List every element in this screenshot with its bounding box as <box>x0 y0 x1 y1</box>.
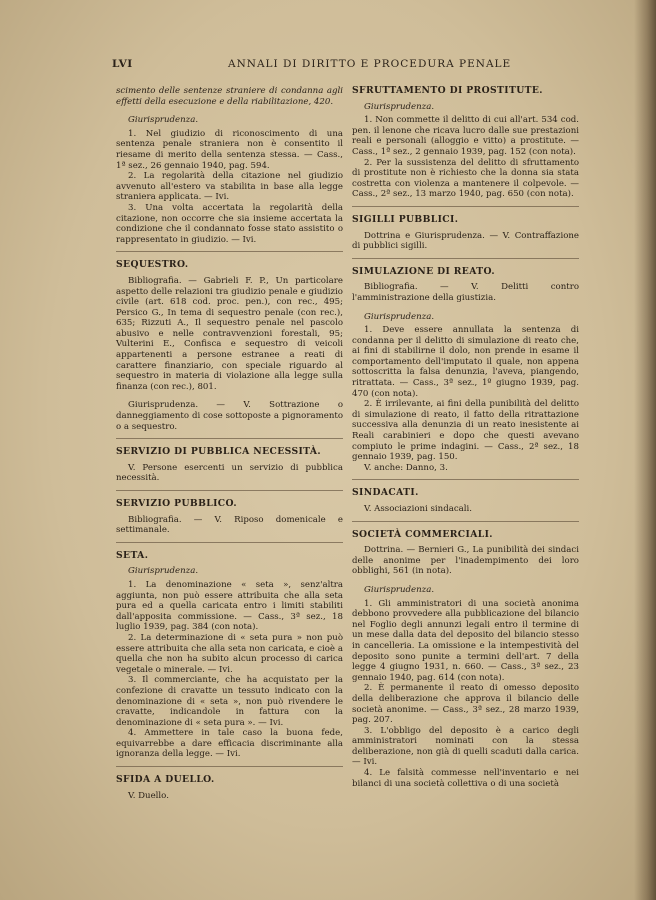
journal-title: ANNALI DI DIRITTO E PROCEDURA PENALE <box>228 58 512 70</box>
entry-paragraph: 1. La denominazione « seta », senz'altra aggiunta, non può essere attribuita che alla seta pura ed a quella caricata entro i limiti stabiliti dall'apposita commissione. — Cass., 3ª sez., 18 luglio 1939, pag. 384 (con nota). <box>116 579 343 633</box>
entry-paragraph: 1. Gli amministratori di una società anonima debbono provvedere alla pubblicazione del bilancio nel Foglio degli annunzi legali entro il termine di un mese dalla data del deposito del bilancio stesso in cancelleria. La omissione e la intempestività del deposito sono punite a termini dell'art. 7 della legge 4 giugno 1931, n. 660. — Cass., 3ª sez., 23 gennaio 1940, pag. 614 (con nota). <box>352 598 579 683</box>
entry-paragraph: 2. Per la sussistenza del delitto di sfruttamento di prostitute non è richiesto che la donna sia stata costretta con violenza a mantenere il colpevole. — Cass., 2ª sez., 13 marzo 1940, pag. 650 (con nota). <box>352 157 579 200</box>
heading-sequestro: SEQUESTRO. <box>116 259 189 271</box>
page-number: LVI <box>112 58 133 70</box>
section-divider <box>116 490 343 491</box>
heading-servizio-necessita: SERVIZIO DI PUBBLICA NECESSITÀ. <box>116 446 322 458</box>
cross-reference: V. Persone esercenti un servizio di pubblica necessità. <box>116 462 343 484</box>
book-spine-shadow <box>634 0 656 900</box>
entry-paragraph: 3. Il commerciante, che ha acquistato per la confezione di cravatte un tessuto indicato con la denominazione di « seta », non può rivendere le cravatte, indicandole in fattura con la denominazione di « seta pura ». — Ivi. <box>116 675 343 728</box>
giurisprudenza-ref: Giurisprudenza. — V. Sottrazione o danneggiamento di cose sottoposte a pignoramento o a sequestro. <box>116 400 343 432</box>
section-divider <box>116 766 343 767</box>
entry-paragraph: 4. Le falsità commesse nell'inventario e nei bilanci di una società collettiva o di una società <box>352 768 579 789</box>
entry-paragraph: 1. Nel giudizio di riconoscimento di una sentenza penale straniera non è consentito il riesame di merito della sentenza stessa. — Cass., 1ª sez., 26 gennaio 1940, pag. 594. <box>116 128 343 171</box>
section-divider <box>116 251 343 252</box>
entry-paragraph: 3. L'obbligo del deposito è a carico degli amministratori nominati con la stessa deliberazione, non già di quelli scaduti dalla carica. — Ivi. <box>352 725 579 768</box>
cross-reference: V. anche: Danno, 3. <box>364 462 448 473</box>
heading-sigilli: SIGILLI PUBBLICI. <box>352 213 459 225</box>
giurisprudenza-label: Giurisprudenza. <box>364 584 435 595</box>
giurisprudenza-label: Giurisprudenza. <box>128 566 199 577</box>
section-divider <box>116 438 343 439</box>
cross-reference: Dottrina e Giurisprudenza. — V. Contraffazione di pubblici sigilli. <box>352 230 579 252</box>
heading-sfruttamento: SFRUTTAMENTO DI PROSTITUTE. <box>352 85 543 96</box>
entry-paragraph: 2. È irrilevante, ai fini della punibilità del delitto di simulazione di reato, il fatto della ritrattazione successiva alla denunzia di un reato inesistente ai Reali carabinieri e dopo che questi avevano compiuto le prime indagini. — Cass., 2ª sez., 18 gennaio 1939, pag. 150. <box>352 399 579 463</box>
right-column <box>352 86 579 789</box>
intro-continuation: scimento delle sentenze straniere di condanna agli effetti della esecuzione e della riabilitazione, 420. <box>116 86 343 107</box>
section-divider <box>352 206 579 207</box>
cross-reference: V. Associazioni sindacali. <box>364 504 472 514</box>
running-header <box>112 58 602 74</box>
bibliografia-text: Bibliografia. — V. Delitti contro l'amministrazione della giustizia. <box>352 282 579 303</box>
bibliografia-text: Bibliografia. — Gabrieli F. P., Un particolare aspetto delle relazioni tra giudizio penale e giudizio civile (art. 618 cod. proc. pen.), con rec., 495; Persico G., In tema di sequestro penale (con rec.), 635; Rizzuti A., Il sequestro penale nel pascolo abusivo e nelle contravvenzioni forestali, 95; Vulterini E., Confisca e sequestro di veicoli appartenenti a persone estranee a reati di carattere finanziario, con speciale riguardo al sequestro in materia di violazione alla legge sulla finanza (con rec.), 801. <box>116 275 343 392</box>
heading-societa: SOCIETÀ COMMERCIALI. <box>352 528 493 540</box>
dottrina-text: Dottrina. — Bernieri G., La punibilità dei sindaci delle anonime per l'inadempimento dei loro obblighi, 561 (in nota). <box>352 545 579 577</box>
left-column <box>116 86 343 801</box>
entry-paragraph: 4. Ammettere in tale caso la buona fede, equivarrebbe a dare efficacia discriminante alla ignoranza della legge. — Ivi. <box>116 728 343 760</box>
entry-paragraph: 2. La determinazione di « seta pura » non può essere attribuita che alla seta non caricata, e cioè a quella che non ha subito alcun processo di carica vegetale o minerale. — Ivi. <box>116 632 343 675</box>
heading-simulazione: SIMULAZIONE DI REATO. <box>352 265 495 277</box>
cross-reference: Bibliografia. — V. Riposo domenicale e settimanale. <box>116 514 343 536</box>
giurisprudenza-label: Giurisprudenza. <box>364 311 435 322</box>
entry-paragraph: 2. La regolarità della citazione nel giudizio avvenuto all'estero va stabilita in base alla legge straniera applicata. — Ivi. <box>116 171 343 203</box>
section-divider <box>352 258 579 259</box>
heading-sfida: SFIDA A DUELLO. <box>116 774 215 786</box>
cross-reference: V. Duello. <box>128 790 169 801</box>
giurisprudenza-label: Giurisprudenza. <box>128 115 199 126</box>
entry-paragraph: 3. Una volta accertata la regolarità della citazione, non occorre che sia insieme accertata la condizione che il condannato fosse stato assistito o rappresentato in giudizio. — Ivi. <box>116 202 343 245</box>
section-divider <box>116 542 343 543</box>
heading-servizio-pubblico: SERVIZIO PUBBLICO. <box>116 498 237 509</box>
giurisprudenza-label: Giurisprudenza. <box>364 101 435 112</box>
entry-paragraph: 1. Deve essere annullata la sentenza di condanna per il delitto di simulazione di reato che, ai fini di stabilirne il dolo, non prende in esame il comportamento dell'imputato il quale, non appena sottoscritta la falsa denunzia, l'aveva, piangendo, ritrattata. — Cass., 3ª sez., 1º giugno 1939, pag. 470 (con nota). <box>352 325 579 399</box>
entry-paragraph: 1. Non commette il delitto di cui all'art. 534 cod. pen. il lenone che ricava lucro dalle sue prestazioni reali e personali (alloggio e vitto) a prostitute. — Cass., 1ª sez., 2 gennaio 1939, pag. 152 (con nota). <box>352 115 579 157</box>
section-divider <box>352 521 579 522</box>
heading-sindacati: SINDACATI. <box>352 487 419 499</box>
heading-seta: SETA. <box>116 549 149 561</box>
entry-paragraph: 2. È permanente il reato di omesso deposito della deliberazione che approva il bilancio delle società anonime. — Cass., 3ª sez., 28 marzo 1939, pag. 207. <box>352 683 579 726</box>
section-divider <box>352 479 579 480</box>
